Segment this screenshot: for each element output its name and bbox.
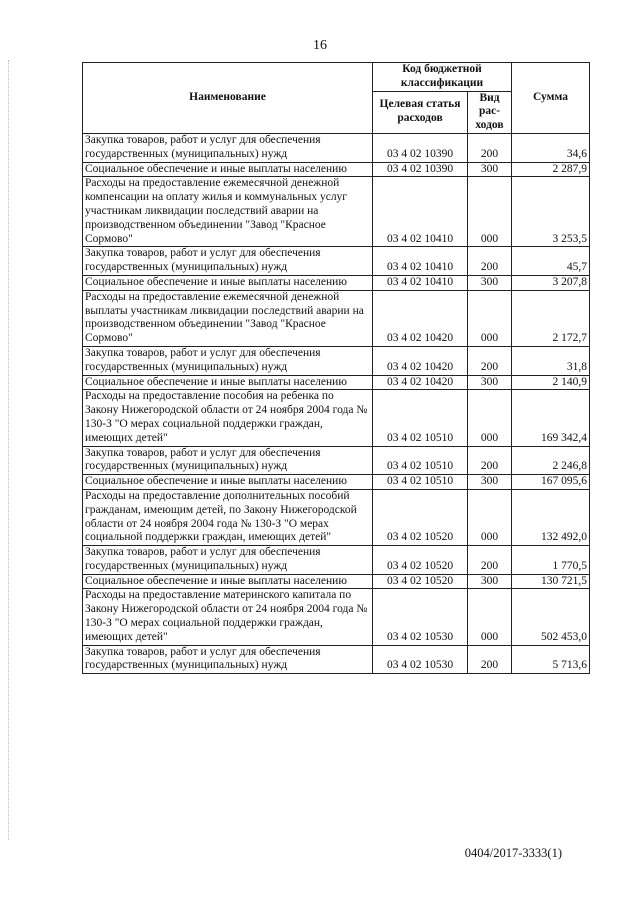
table-row xyxy=(83,177,590,247)
row-expense-type: 000 xyxy=(468,589,512,645)
table-row xyxy=(83,574,590,589)
page-number: 16 xyxy=(313,38,327,53)
row-target-code: 03 4 02 10410 xyxy=(373,177,468,247)
row-target-code: 03 4 02 10530 xyxy=(373,645,468,674)
row-name: Социальное обеспечение и иные выплаты населению xyxy=(83,375,373,390)
row-target-code: 03 4 02 10510 xyxy=(373,390,468,446)
table-body xyxy=(83,133,590,673)
header-sum: Сумма xyxy=(512,63,590,134)
row-sum: 167 095,6 xyxy=(512,475,590,490)
row-name: Социальное обеспечение и иные выплаты населению xyxy=(83,275,373,290)
row-expense-type: 200 xyxy=(468,247,512,276)
row-sum: 2 287,9 xyxy=(512,162,590,177)
row-sum: 34,6 xyxy=(512,133,590,162)
row-expense-type: 200 xyxy=(468,546,512,575)
row-target-code: 03 4 02 10390 xyxy=(373,162,468,177)
row-expense-type: 300 xyxy=(468,574,512,589)
row-sum: 5 713,6 xyxy=(512,645,590,674)
row-name: Расходы на предоставление дополнительных пособий гражданам, имеющим детей, по Закону Нижегородской области от 24 ноября 2004 года № 130-З "О мерах социальной поддержки граждан, имеющих детей" xyxy=(83,489,373,545)
row-sum: 2 246,8 xyxy=(512,446,590,475)
row-expense-type: 300 xyxy=(468,275,512,290)
row-sum: 3 253,5 xyxy=(512,177,590,247)
document-code: 0404/2017-3333(1) xyxy=(464,846,562,860)
row-sum: 2 172,7 xyxy=(512,290,590,346)
table-header xyxy=(83,63,590,134)
scan-edge-line xyxy=(8,60,10,840)
row-target-code: 03 4 02 10520 xyxy=(373,546,468,575)
row-sum: 132 492,0 xyxy=(512,489,590,545)
row-expense-type: 200 xyxy=(468,133,512,162)
row-sum: 130 721,5 xyxy=(512,574,590,589)
row-sum: 169 342,4 xyxy=(512,390,590,446)
header-name: Наименование xyxy=(83,63,373,134)
row-expense-type: 200 xyxy=(468,346,512,375)
row-sum: 502 453,0 xyxy=(512,589,590,645)
row-name: Расходы на предоставление ежемесячной денежной выплаты участникам ликвидации последствий аварии на производственном объединении "Завод "Красное Сормово" xyxy=(83,290,373,346)
header-classification: Код бюджетной классификации xyxy=(373,63,512,92)
row-expense-type: 300 xyxy=(468,475,512,490)
row-target-code: 03 4 02 10510 xyxy=(373,475,468,490)
row-expense-type: 300 xyxy=(468,162,512,177)
row-target-code: 03 4 02 10420 xyxy=(373,290,468,346)
row-target-code: 03 4 02 10390 xyxy=(373,133,468,162)
row-target-code: 03 4 02 10410 xyxy=(373,247,468,276)
row-expense-type: 200 xyxy=(468,645,512,674)
table-row xyxy=(83,446,590,475)
row-name: Социальное обеспечение и иные выплаты населению xyxy=(83,162,373,177)
row-expense-type: 000 xyxy=(468,489,512,545)
row-sum: 2 140,9 xyxy=(512,375,590,390)
row-expense-type: 200 xyxy=(468,446,512,475)
table-row xyxy=(83,375,590,390)
row-sum: 1 770,5 xyxy=(512,546,590,575)
table-row xyxy=(83,162,590,177)
row-target-code: 03 4 02 10420 xyxy=(373,375,468,390)
table-row xyxy=(83,247,590,276)
header-target: Целевая статья расходов xyxy=(373,91,468,133)
row-target-code: 03 4 02 10410 xyxy=(373,275,468,290)
table-row xyxy=(83,489,590,545)
row-name: Расходы на предоставление материнского капитала по Закону Нижегородской области от 24 ноября 2004 года № 130-З "О мерах социальной поддержки граждан, имеющих детей" xyxy=(83,589,373,645)
table-row xyxy=(83,275,590,290)
row-expense-type: 000 xyxy=(468,290,512,346)
row-target-code: 03 4 02 10530 xyxy=(373,589,468,645)
row-sum: 45,7 xyxy=(512,247,590,276)
row-expense-type: 000 xyxy=(468,390,512,446)
row-name: Закупка товаров, работ и услуг для обеспечения государственных (муниципальных) нужд xyxy=(83,645,373,674)
row-sum: 31,8 xyxy=(512,346,590,375)
row-expense-type: 300 xyxy=(468,375,512,390)
header-vid: Вид рас-ходов xyxy=(468,91,512,133)
row-name: Закупка товаров, работ и услуг для обеспечения государственных (муниципальных) нужд xyxy=(83,546,373,575)
row-target-code: 03 4 02 10420 xyxy=(373,346,468,375)
table-row xyxy=(83,546,590,575)
row-name: Закупка товаров, работ и услуг для обеспечения государственных (муниципальных) нужд xyxy=(83,133,373,162)
table-row xyxy=(83,346,590,375)
table-row xyxy=(83,390,590,446)
table-row xyxy=(83,133,590,162)
table-row xyxy=(83,475,590,490)
budget-table xyxy=(82,62,590,674)
table-row xyxy=(83,589,590,645)
row-name: Социальное обеспечение и иные выплаты населению xyxy=(83,574,373,589)
table-row xyxy=(83,645,590,674)
row-name: Закупка товаров, работ и услуг для обеспечения государственных (муниципальных) нужд xyxy=(83,346,373,375)
row-target-code: 03 4 02 10510 xyxy=(373,446,468,475)
row-sum: 3 207,8 xyxy=(512,275,590,290)
row-name: Закупка товаров, работ и услуг для обеспечения государственных (муниципальных) нужд xyxy=(83,247,373,276)
table-row xyxy=(83,290,590,346)
row-name: Расходы на предоставление пособия на ребенка по Закону Нижегородской области от 24 ноября 2004 года № 130-З "О мерах социальной поддержки граждан, имеющих детей" xyxy=(83,390,373,446)
row-name: Социальное обеспечение и иные выплаты населению xyxy=(83,475,373,490)
row-expense-type: 000 xyxy=(468,177,512,247)
row-target-code: 03 4 02 10520 xyxy=(373,574,468,589)
row-target-code: 03 4 02 10520 xyxy=(373,489,468,545)
row-name: Расходы на предоставление ежемесячной денежной компенсации на оплату жилья и коммунальных услуг участникам ликвидации последствий аварии на производственном объединении "Завод "Красное Сормово" xyxy=(83,177,373,247)
row-name: Закупка товаров, работ и услуг для обеспечения государственных (муниципальных) нужд xyxy=(83,446,373,475)
